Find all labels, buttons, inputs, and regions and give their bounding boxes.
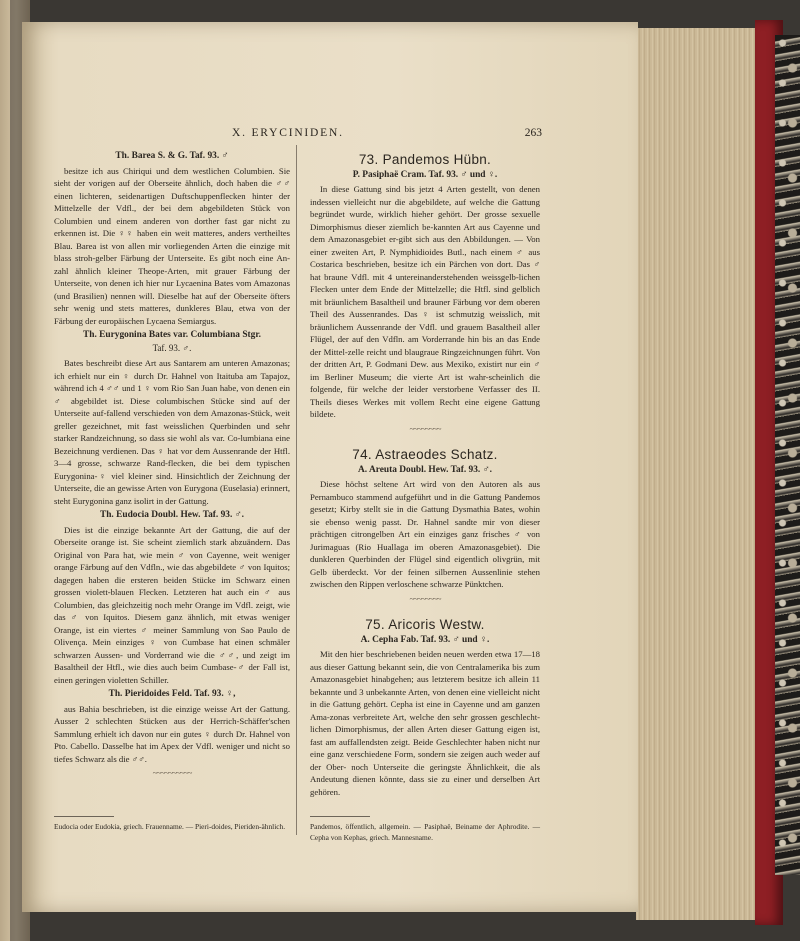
running-header <box>52 127 542 143</box>
species-heading: Th. Pieridoides Feld. Taf. 93. ♀, <box>108 689 236 699</box>
genus-heading: 75. Aricoris Westw. <box>365 617 485 632</box>
footnote-left: Eudocia oder Eudokia, griech. Frauenname. — Pieri-doides, Pieriden-ähnlich. <box>54 822 286 831</box>
species-heading: Th. Eudocia Doubl. Hew. Taf. 93. ♂. <box>99 510 245 520</box>
species-heading: A. Cepha Fab. Taf. 93. ♂ und ♀. <box>360 634 490 645</box>
species-heading: A. Areuta Doubl. Hew. Taf. 93. ♂. <box>358 464 492 475</box>
page-number: 263 <box>524 127 542 139</box>
genus-heading: 74. Astraeodes Schatz. <box>352 447 498 462</box>
species-heading: Th. Eurygonina Bates var. Columbiana Stgr. <box>83 330 261 340</box>
right-column <box>310 148 540 800</box>
running-title: X. ERYCINIDEN. <box>232 127 344 139</box>
page-fore-edge <box>636 28 758 920</box>
body-paragraph: Mit den hier beschriebenen beiden neuen werden etwa 17—18 aus dieser Gattung bekannt sein, die von Centralamerika bis zum Amazonasgebiet hinabgehen; aus letzterem besitze ich allein 11 bekannte und 3 unbekannte Arten, von denen eine vielleicht nicht in die Gattung gehört. Cepha ist eine in Cayenne und am ganzen Ama-zonas verbreitete Art, welche den sehr grossen geschlecht-lichen Dimorphismus, der allen Arten dieser Gattung eigen ist, fast am auffallendsten zeigt. Beide Geschlechter haben nicht nur eine ganz verschiedene Form, sondern sie zeigen auch weder auf der Ober- noch Unterseite die geringste Ähnlichkeit, die als Andeutung dienen könnte, dass sie zu einer und derselben Art gehören. <box>310 649 540 797</box>
footnote-right: Pandemos, öffentlich, allgemein. — Pasiphaë, Beiname der Aphrodite. — Cepha von Kephas, griech. Mannesname. <box>310 822 540 842</box>
body-paragraph: besitze ich aus Chiriqui und dem westlichen Columbien. Sie sieht der vorigen auf der Oberseite ähnlich, doch haben die ♂♂ einen lichteren, seidenartigen Duftschuppenflecken hinter der Mittelzelle der Vdfl., der bei dem abgebildeten Stück von Columbien und einem anderen von dorther fast gar nicht zu erkennen ist. Die ♀♀ haben ein weit matteres, anders vertheiltes Blau. Barea ist von allen mir vorliegenden Arten die einzige mit blass stroh-gelber Färbung der Unterseite. Es gibt noch eine An-zahl ähnlich kleiner Theope-Arten, mit grauer Färbung der Unterseite, von denen ich hier nur Lycaenina Bates vom Amazonas (und Brasilien) nennen will. Dieselbe hat auf der Oberseite öfters sehr wenig und stets matteres, dunkleres Blau, etwa von der Färbung der europäischen Lycaena Semiargus. <box>54 165 290 326</box>
body-paragraph: Bates beschreibt diese Art aus Santarem am unteren Amazonas; ich erhielt nur ein ♀ durch Dr. Hahnel von Itaituba am Tapajoz, während ich 4 ♂♂ und 1 ♀ vom Rio San Juan habe, von denen ein ♂ abgebildet ist. Diese columbischen Stücke sind auf der Unterseite auf-fallend verschieden von dem Amazonas-Stück, weit greller gezeichnet, mit fast weisslichen Querbinden und sehr starker Randzeichnung, so dass sie wohl als var. Co-lumbiana eine Bezeichnung verdienen. Das ♀ hat vor dem Aussenrande der Htfl. 3—4 grosse, schwarze Rand-flecken, die bei dem typischen Eurygonina-♀ viel kleiner sind. Hinsichtlich der Zeichnung der Unterseite, die an gewisse Arten von Eurygona (Euselasia) erinnert, steht Eurygonina ganz isolirt in der Gattung. <box>54 358 290 506</box>
marbled-endpaper <box>775 35 800 875</box>
section-ornament: ~~~~~~~~~~ <box>152 768 192 778</box>
species-heading: Th. Barea S. & G. Taf. 93. ♂ <box>115 151 229 161</box>
footnote-rule-right <box>310 816 370 817</box>
body-paragraph: Diese höchst seltene Art wird von den Autoren als aus Pernambuco stammend aufgeführt und in die Gattung Pandemos gesetzt; Kirby stellt sie in die Gattung Dysmathia Bates, wohin sie ebenso wenig passt. Dr. Hahnel sandte mir von dieser prächtigen citrongelben Art ein einziges ganz frisches ♂ von Jurimaguas (Rio Huallaga im oberen Amazonasgebiet). Die dunkleren Querbinden der Flügel sind eigentlich olivgrün, mit Gelb überdeckt. Vor der feinen silbernen Aussenlinie stehen zwischen den Rippen verloschene schwarze Pünktchen. <box>310 479 540 589</box>
footnote-rule-left <box>54 816 114 817</box>
species-heading: P. Pasiphaë Cram. Taf. 93. ♂ und ♀. <box>352 169 498 180</box>
plate-reference: Taf. 93. ♂. <box>152 342 192 353</box>
section-ornament: ~~~~~~~~ <box>409 423 441 434</box>
body-paragraph: In diese Gattung sind bis jetzt 4 Arten gestellt, von denen indessen vielleicht nur die abgebildete, auf welche die Gattung begründet wurde, wirklich hieher gehört. Der grosse sexuelle Dimorphismus dieser ziemlich be-kannten Art aus Cayenne und dem Amazonasgebiet er-gibt sich aus den Abbildungen. — Von einer zweiten Art, P. Nymphidioides Butl., nach einem ♂ aus Costarica beschrieben, besitze ich ein Pärchen von dort. Das ♂ hat braune Vdfl. mit 4 untereinanderstehenden weissgelb-lichen Flecken unter dem Ende der Mittelzelle; die Htfl. sind gelblich mit bräunlichem Basaltheil und brauner Färbung vor dem oberen Theil des Aussenrandes. Das ♀ ist schmutzig weisslich, mit bräunlichem Aussenrande der Vdfl. und grauem Basaltheil aller Flügel, der auf den Vdfln. am Vorderrande hin bis an das Ende der Mittel-zelle reicht und blaugraue Ringzeichnungen führt. Von der dritten Art, P. Godmani Dew. aus Mexiko, existirt nur ein ♂ im Berliner Museum; die vierte Art ist wahr-scheinlich die folgende, für welche der leider verstorbene Verfasser des II. Theils dieses Werkes mit vollem Recht eine eigene Gattung bildete. <box>310 184 540 419</box>
section-ornament: ~~~~~~~~ <box>409 593 441 604</box>
genus-heading: 73. Pandemos Hübn. <box>358 152 492 167</box>
column-divider <box>296 145 297 835</box>
body-paragraph: aus Bahia beschrieben, ist die einzige weisse Art der Gattung. Ausser 2 schlechten Stücken aus der Herrich-Schäffer'schen Sammlung erhielt ich davon nur ein gutes ♀ durch Dr. Hahnel von Pto. Cabello. Dasselbe hat im Apex der Vdfl. weniger und nicht so tiefes Schwarz als die ♂♂. <box>54 703 290 764</box>
left-column <box>54 148 290 794</box>
body-paragraph: Dies ist die einzige bekannte Art der Gattung, die auf der Oberseite orange ist. Sie scheint ziemlich stark abzuändern. Das Original von Para hat, wie mein ♂ von Cayenne, weit weniger orange Färbung auf den Vdfln., wie das abgebildete ♂ von Iquitos; dagegen haben die ersteren beiden Stücke im Schwarz einen grossen violett-blauen Flecken. Letzteren hat auch ein ♂ aus Columbien, das gleichzeitig noch mehr Orange im Vdfl. zeigt, wie das ♂ von Iquitos. Diesem ganz ähnlich, mit etwas weniger Orange, ist ein viertes ♂ meiner Sammlung von Sao Paulo de Olivença. Mein einziges ♀ von Cumbase hat einen schmäler schwarzen Aussen- und Vorderrand wie die ♂♂, und zeigt im Basaltheil der Htfl., wie dies auch beim Cumbase-♂ der Fall ist, einen geringen violetten Schiller. <box>54 524 290 685</box>
